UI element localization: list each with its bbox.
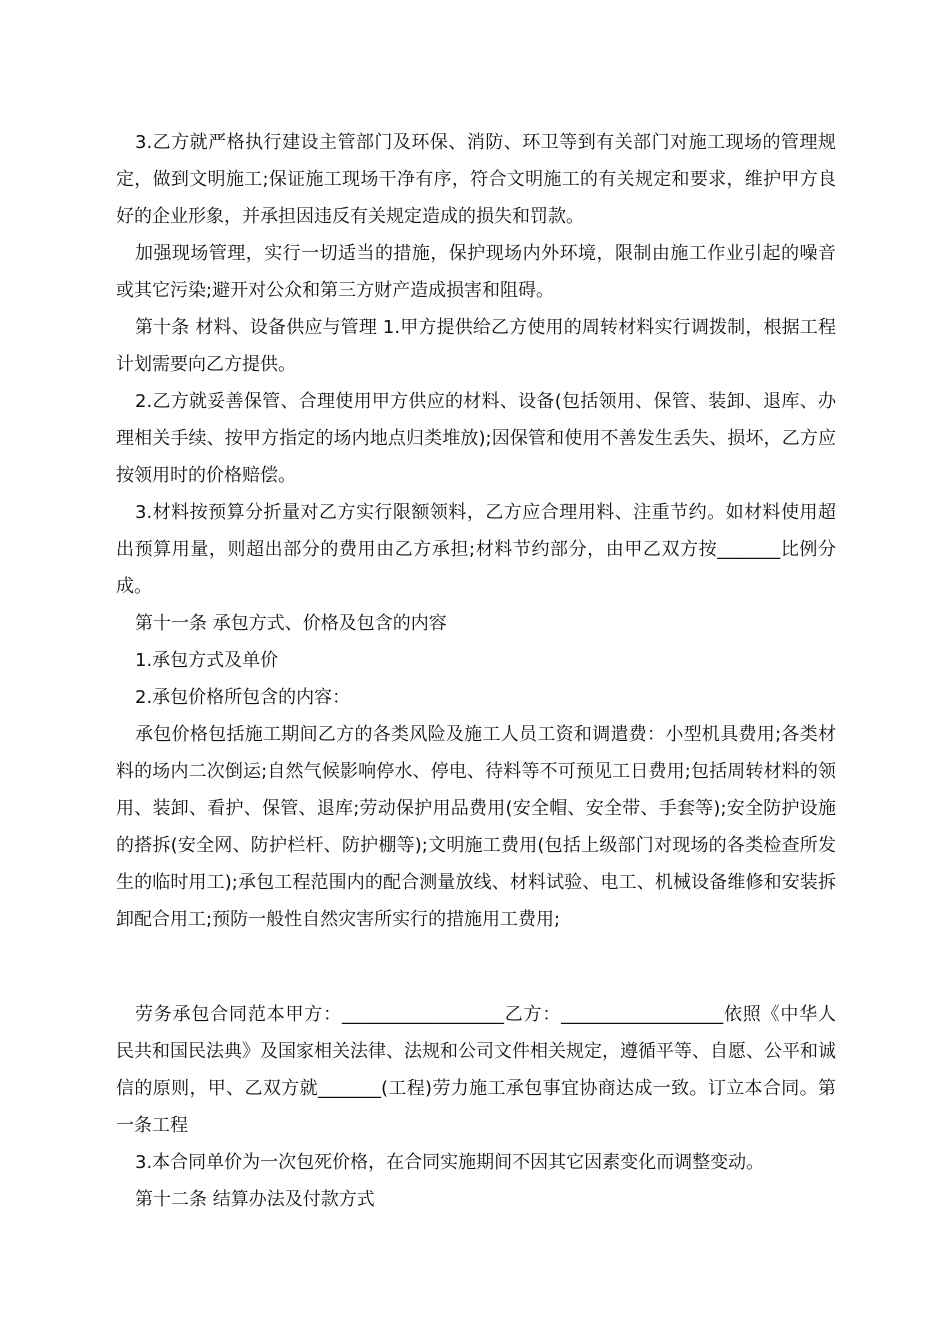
paragraph-contract-preamble: 劳务承包合同范本甲方：__________________乙方：__________________依照《中华人民共和国民法典》及国家相关法律、法规和公司文件相关规定，遵循平等、自愿、公平和诚信的原则，甲、乙双方就_______(工程)劳力施工承包事宜协商达成一致。订立本合同。第一条工程 (116, 1004, 836, 1136)
paragraph-gap (116, 938, 836, 996)
paragraph-fixed-price: 3.本合同单价为一次包死价格，在合同实施期间不因其它因素变化而调整变动。 (135, 1152, 765, 1173)
document-body (116, 124, 836, 1218)
paragraph-material-quota: 3.材料按预算分折量对乙方实行限额领料，乙方应合理用料、注重节约。如材料使用超出预算用量，则超出部分的费用由乙方承担;材料节约部分，由甲乙双方按_______比例分成。 (116, 502, 836, 597)
paragraph-contract-method: 1.承包方式及单价 (135, 650, 279, 671)
paragraph-price-content: 2.承包价格所包含的内容： (135, 687, 351, 708)
paragraph-article-12: 第十二条 结算办法及付款方式 (135, 1189, 375, 1210)
paragraph-civilized-construction: 3.乙方就严格执行建设主管部门及环保、消防、环卫等到有关部门对施工现场的管理规定，做到文明施工;保证施工现场干净有序，符合文明施工的有关规定和要求，维护甲方良好的企业形象，并承担因违反有关规定造成的损失和罚款。 (116, 132, 836, 227)
paragraph-material-custody: 2.乙方就妥善保管、合理使用甲方供应的材料、设备(包括领用、保管、装卸、退库、办理相关手续、按甲方指定的场内地点归类堆放);因保管和使用不善发生丢失、损坏，乙方应按领用时的价格赔偿。 (116, 391, 836, 486)
paragraph-article-10: 第十条 材料、设备供应与管理 1.甲方提供给乙方使用的周转材料实行调拨制，根据工程计划需要向乙方提供。 (116, 317, 836, 375)
paragraph-article-11: 第十一条 承包方式、价格及包含的内容 (135, 613, 447, 634)
paragraph-price-details: 承包价格包括施工期间乙方的各类风险及施工人员工资和调遣费：小型机具费用;各类材料的场内二次倒运;自然气候影响停水、停电、待料等不可预见工日费用;包括周转材料的领用、装卸、看护、保管、退库;劳动保护用品费用(安全帽、安全带、手套等);安全防护设施的搭拆(安全网、防护栏杆、防护棚等);文明施工费用(包括上级部门对现场的各类检查所发生的临时用工);承包工程范围内的配合测量放线、材料试验、电工、机械设备维修和安装拆卸配合用工;预防一般性自然灾害所实行的措施用工费用; (116, 724, 836, 930)
paragraph-site-management: 加强现场管理，实行一切适当的措施，保护现场内外环境，限制由施工作业引起的噪音或其它污染;避开对公众和第三方财产造成损害和阻碍。 (116, 243, 836, 301)
